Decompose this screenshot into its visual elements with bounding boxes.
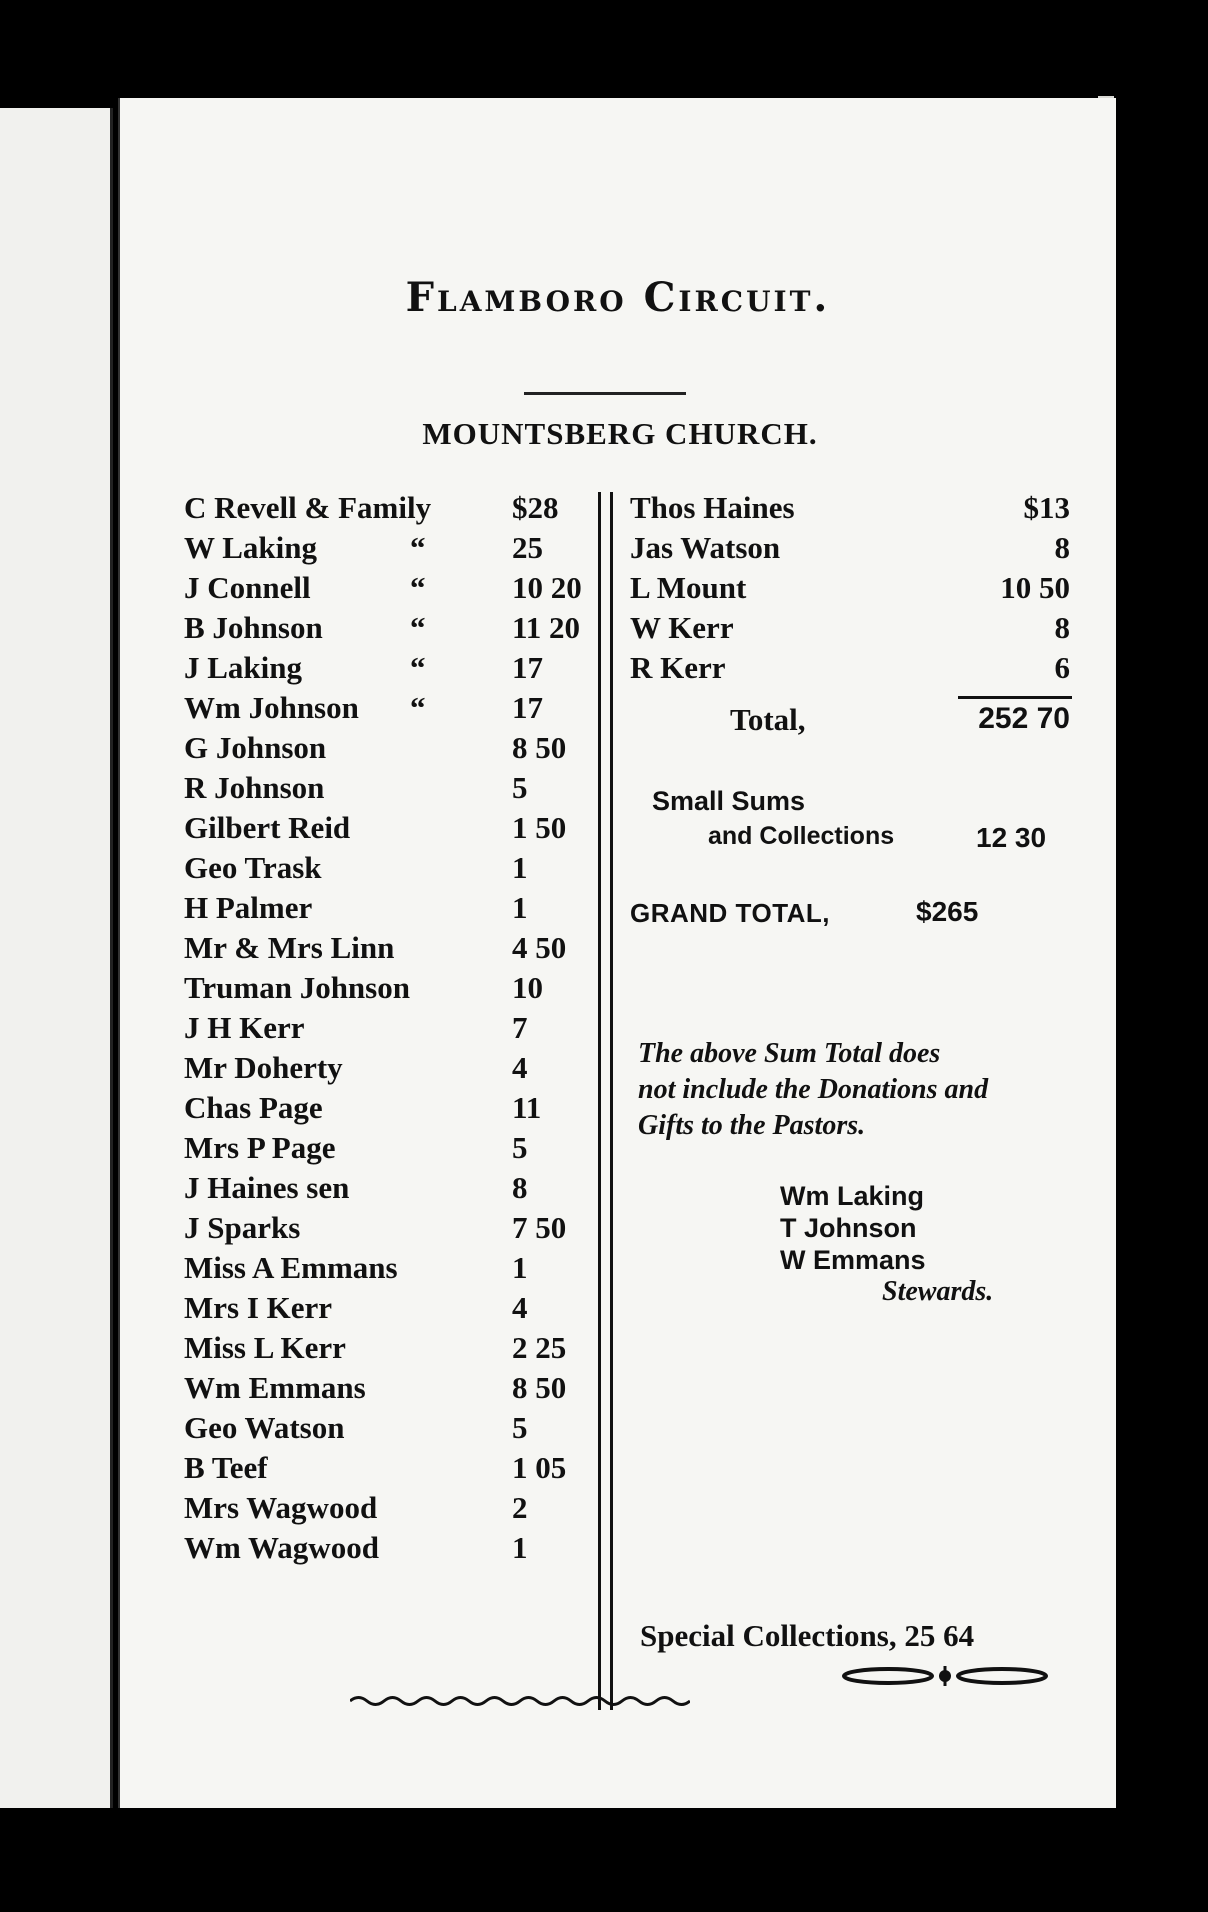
donor-name: W Laking xyxy=(184,530,317,565)
list-item xyxy=(184,1168,564,1208)
column-divider-right xyxy=(610,492,613,1710)
collections-label: and Collections xyxy=(708,822,895,850)
church-heading: MOUNTSBERG CHURCH. xyxy=(422,416,818,451)
grand-total-amount: $265 xyxy=(916,896,979,927)
donor-name: Mr & Mrs Linn xyxy=(184,930,395,965)
list-item xyxy=(184,488,564,528)
list-item xyxy=(184,768,564,808)
donor-name: G Johnson xyxy=(184,730,327,765)
ditto-mark: “ xyxy=(410,690,426,725)
steward-name: W Emmans xyxy=(780,1245,926,1275)
donor-name: B Johnson xyxy=(184,610,323,645)
donation-amount: 5 xyxy=(512,1410,528,1445)
ditto-mark: “ xyxy=(410,570,426,605)
list-item xyxy=(184,1368,567,1408)
donation-amount: 10 xyxy=(512,970,543,1005)
list-item xyxy=(184,528,564,568)
special-collections-amount: 25 64 xyxy=(904,1618,975,1653)
list-item xyxy=(184,968,564,1008)
donor-name: Miss A Emmans xyxy=(184,1250,398,1285)
list-item xyxy=(184,848,564,888)
donor-name: B Teef xyxy=(184,1450,268,1485)
list-item xyxy=(184,1128,564,1168)
donor-name: Wm Johnson xyxy=(184,690,359,725)
ditto-mark: “ xyxy=(410,650,426,685)
list-item xyxy=(184,1528,564,1568)
decorative-flourish xyxy=(840,1664,1050,1688)
adjacent-page xyxy=(0,108,113,1808)
donation-amount: 10 50 xyxy=(1000,570,1070,605)
donor-name: Mrs Wagwood xyxy=(184,1490,378,1525)
stewards-label: Stewards. xyxy=(882,1276,994,1307)
total-rule xyxy=(958,696,1072,699)
wavy-rule xyxy=(350,1694,690,1708)
subscriber-list-left xyxy=(184,488,582,1568)
donation-amount: 2 xyxy=(512,1490,528,1525)
list-item xyxy=(184,1208,567,1248)
donation-amount: 2 25 xyxy=(512,1330,567,1365)
donation-amount: 11 xyxy=(512,1090,542,1125)
stewards-list xyxy=(780,1180,926,1276)
donor-name: Wm Wagwood xyxy=(184,1530,379,1565)
donation-amount: 1 05 xyxy=(512,1450,567,1485)
donation-amount: 6 xyxy=(1054,650,1070,685)
donation-amount: 25 xyxy=(512,530,543,565)
donor-name: J Haines sen xyxy=(184,1170,350,1205)
donation-amount: 8 50 xyxy=(512,1370,567,1405)
list-item xyxy=(184,608,581,648)
donation-amount: 11 20 xyxy=(512,610,581,645)
subscriber-list-right xyxy=(630,488,1070,1653)
donation-amount: 8 xyxy=(1054,610,1070,645)
donor-name: J Sparks xyxy=(184,1210,301,1245)
list-item xyxy=(184,648,564,688)
special-collections xyxy=(640,1618,974,1654)
donor-name: Truman Johnson xyxy=(184,970,410,1005)
donation-amount: 1 xyxy=(512,850,528,885)
donor-name: J Connell xyxy=(184,570,311,605)
donation-amount: 17 xyxy=(512,650,543,685)
page-title: Flamboro Circuit. xyxy=(405,274,831,321)
list-item xyxy=(184,808,567,848)
donation-amount: 4 50 xyxy=(512,930,567,965)
donation-amount: 8 xyxy=(1054,530,1070,565)
list-item xyxy=(184,1048,564,1088)
donation-amount: 1 xyxy=(512,1530,528,1565)
donations-note xyxy=(638,1036,1068,1144)
column-divider-left xyxy=(598,492,601,1710)
donor-name: Chas Page xyxy=(184,1090,323,1125)
list-item xyxy=(630,648,1070,688)
donation-amount: 8 50 xyxy=(512,730,567,765)
list-item xyxy=(630,488,1070,528)
list-item xyxy=(184,568,582,608)
list-item xyxy=(184,1488,564,1528)
donor-name: C Revell & Family xyxy=(184,490,432,525)
ditto-mark: “ xyxy=(410,610,426,645)
donor-name: Geo Trask xyxy=(184,850,322,885)
list-item xyxy=(184,688,564,728)
list-item xyxy=(184,1288,564,1328)
small-sums-label: Small Sums xyxy=(652,786,806,816)
donor-name: J Laking xyxy=(184,650,303,685)
note-line-2: not include the Donations and xyxy=(638,1074,989,1105)
ditto-mark: “ xyxy=(410,530,426,565)
donation-amount: 1 50 xyxy=(512,810,567,845)
grand-total-label: GRAND TOTAL, xyxy=(630,898,831,928)
donor-name: R Johnson xyxy=(184,770,325,805)
total-label: Total, xyxy=(730,702,806,737)
donation-amount: $28 xyxy=(512,490,559,525)
list-item xyxy=(184,928,567,968)
donation-amount: 4 xyxy=(512,1050,528,1085)
list-item xyxy=(630,568,1070,608)
donor-name: Wm Emmans xyxy=(184,1370,366,1405)
donor-name: L Mount xyxy=(630,570,747,605)
steward-name: T Johnson xyxy=(780,1213,917,1243)
donation-amount: 10 20 xyxy=(512,570,582,605)
list-item xyxy=(184,728,567,768)
donation-amount: 1 xyxy=(512,1250,528,1285)
list-item xyxy=(184,1408,564,1448)
donor-name: Mrs P Page xyxy=(184,1130,336,1165)
list-item xyxy=(184,1448,567,1488)
donor-name: J H Kerr xyxy=(184,1010,305,1045)
document-page xyxy=(118,98,1116,1808)
title-rule xyxy=(524,392,686,395)
list-item xyxy=(184,1248,564,1288)
list-item xyxy=(184,1088,564,1128)
note-line-3: Gifts to the Pastors. xyxy=(638,1110,866,1141)
donation-amount: 7 xyxy=(512,1010,528,1045)
special-collections-label: Special Collections, xyxy=(640,1618,897,1653)
donation-amount: 4 xyxy=(512,1290,528,1325)
donor-name: R Kerr xyxy=(630,650,726,685)
donor-name: H Palmer xyxy=(184,890,313,925)
small-sums-amount: 12 30 xyxy=(976,822,1047,853)
donor-name: Thos Haines xyxy=(630,490,795,525)
donation-amount: 1 xyxy=(512,890,528,925)
donation-amount: $13 xyxy=(1023,490,1070,525)
donation-amount: 8 xyxy=(512,1170,528,1205)
donor-name: Jas Watson xyxy=(630,530,781,565)
list-item xyxy=(630,608,1070,648)
steward-name: Wm Laking xyxy=(780,1181,925,1211)
list-item xyxy=(184,1328,567,1368)
donation-amount: 17 xyxy=(512,690,543,725)
donor-name: Mrs I Kerr xyxy=(184,1290,333,1325)
donor-name: Gilbert Reid xyxy=(184,810,351,845)
donation-amount: 5 xyxy=(512,770,528,805)
note-line-1: The above Sum Total does xyxy=(638,1038,941,1069)
list-item xyxy=(184,1008,564,1048)
donor-name: Miss L Kerr xyxy=(184,1330,346,1365)
donation-amount: 5 xyxy=(512,1130,528,1165)
donor-name: Mr Doherty xyxy=(184,1050,343,1085)
total-amount: 252 70 xyxy=(978,702,1070,735)
donor-name: W Kerr xyxy=(630,610,734,645)
donor-name: Geo Watson xyxy=(184,1410,345,1445)
list-item xyxy=(184,888,564,928)
donation-amount: 7 50 xyxy=(512,1210,567,1245)
list-item xyxy=(630,528,1070,568)
